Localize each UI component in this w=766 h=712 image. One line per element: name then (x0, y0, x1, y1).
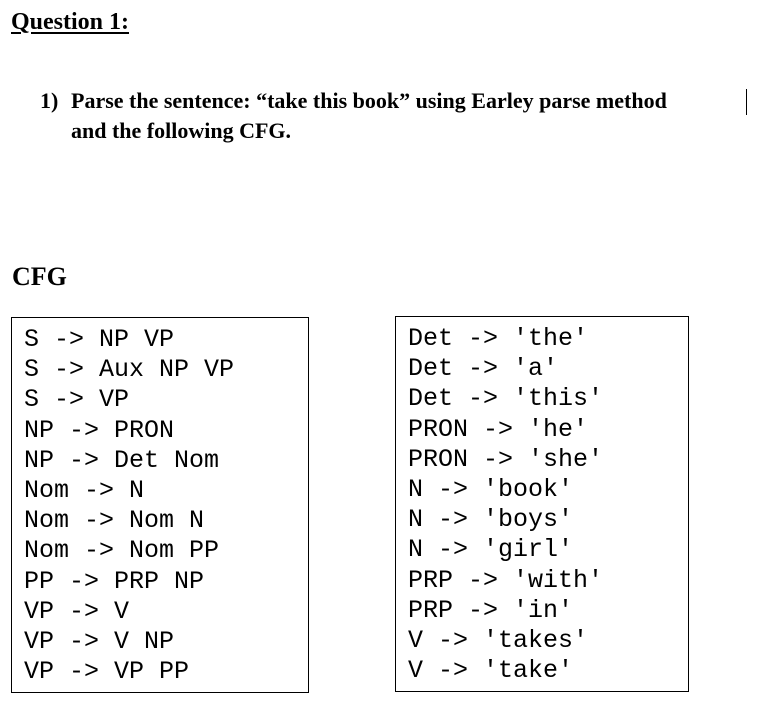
item-text-line-2: and the following CFG. (71, 118, 292, 143)
lexical-rule: PRON -> 'she' (408, 444, 604, 474)
grammar-rule: VP -> V (24, 596, 130, 626)
cfg-rules-box-right (395, 316, 689, 692)
item-text-line-1: Parse the sentence: “take this book” using Earley parse method (71, 88, 667, 113)
lexical-rule: PRP -> 'in' (408, 595, 574, 625)
lexical-rule: N -> 'boys' (408, 505, 574, 535)
cfg-rules-box-left (11, 317, 309, 693)
cfg-title: CFG (12, 262, 67, 291)
grammar-rule: S -> VP (24, 385, 130, 415)
grammar-rule: NP -> PRON (24, 415, 175, 445)
item-number: 1) (40, 88, 59, 113)
lexical-rule: PRON -> 'he' (408, 414, 589, 444)
grammar-rule: NP -> Det Nom (24, 445, 220, 475)
lexical-rule: V -> 'take' (408, 656, 574, 686)
grammar-rule: PP -> PRP NP (24, 566, 205, 596)
lexical-rule: N -> 'girl' (408, 535, 574, 565)
lexical-rule: N -> 'book' (408, 474, 574, 504)
grammar-rule: Nom -> N (24, 475, 145, 505)
grammar-rule: S -> Aux NP VP (24, 355, 235, 385)
item-text (71, 86, 761, 146)
lexical-rule: PRP -> 'with' (408, 565, 604, 595)
lexical-rule: V -> 'takes' (408, 625, 589, 655)
lexical-rule: Det -> 'a' (408, 354, 559, 384)
grammar-rule: Nom -> Nom PP (24, 536, 220, 566)
lexical-rule: Det -> 'this' (408, 384, 604, 414)
text-cursor (746, 89, 747, 115)
grammar-rule: VP -> VP PP (24, 657, 190, 687)
grammar-rule: VP -> V NP (24, 626, 175, 656)
grammar-rule: S -> NP VP (24, 325, 175, 354)
lexical-rule: Det -> 'the' (408, 324, 589, 353)
grammar-rule: Nom -> Nom N (24, 506, 205, 536)
question-heading: Question 1: (11, 9, 130, 35)
